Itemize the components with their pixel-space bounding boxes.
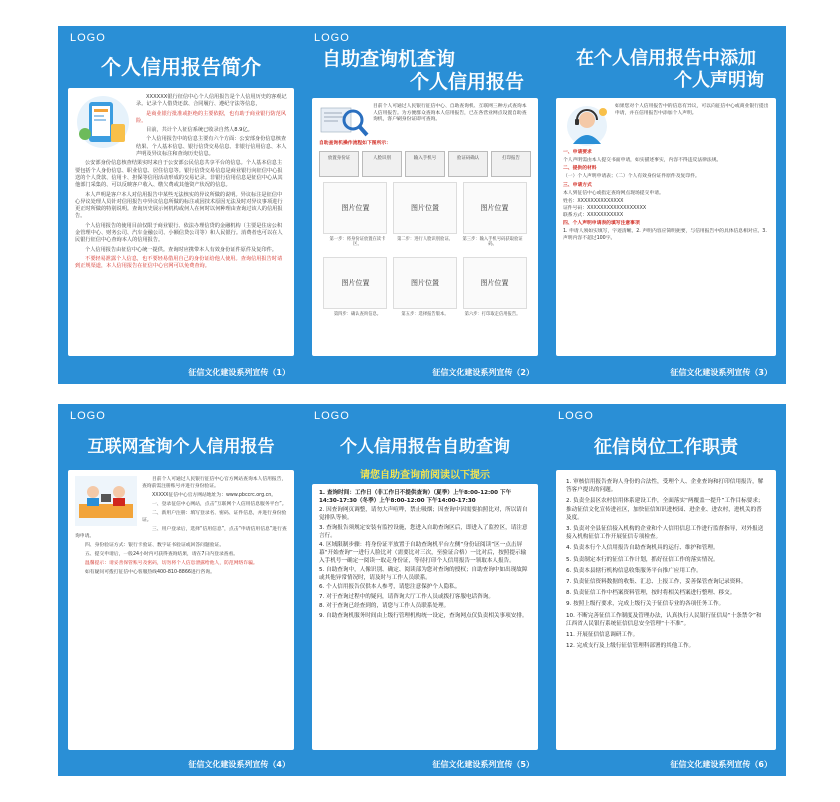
logo: LOGO [558, 410, 594, 422]
poster-footer: 征信文化建设系列宣传（3） [670, 368, 772, 377]
logo: LOGO [314, 32, 350, 44]
paragraph: 公安部身份信息核查结果实时来自于公安部公民信息共享平台的信息。个人基本信息主要包括个人身份信息、职业信息、居住信息等。银行信贷交易信息是商业银行向征信中心报送的个人贷款、信用卡、担保等信用活动形成的交易记录。非银行信用信息是征信中心从其他部门采集的、可以反映客户收入、缴欠费或其他资产状况的信息。 [75, 160, 283, 189]
duty-item: 9. 按照上级行要求，完成上级行关于征信专业的各项任务工作。 [566, 601, 725, 608]
poster-title: 个人信用报告自助查询 [340, 437, 510, 457]
magnifier-illustration-icon [319, 104, 369, 138]
content-card [556, 98, 776, 356]
title-line-2: 个人信用报告 [409, 71, 524, 93]
poster-credit-report-intro [58, 26, 304, 384]
paragraph: 目前个人可通过人民银行征信中心官方网站查询本人信用报告，查询前需注册账号并进行身份验证。 [142, 477, 287, 489]
step-note: 第二步：进行人脸识别验证。 [397, 236, 453, 242]
paragraph-highlight: 不要轻易泄露个人信息，也不要轻易借用自己的身份证给他人使用。查询信用报告时请到正规渠道，本人信用报告在征信中心官网可以免费查询。 [75, 255, 283, 270]
flow-title: 自助查询机操作流程如下图所示： [319, 141, 391, 146]
poster-title: 互联网查询个人信用报告 [87, 437, 275, 457]
duty-item: 2. 负责全县区农村信用体系建设工作，全面落实“两覆盖一提升”工作目标要求；推动征信文化宣传进社区，加快征信知识进校园、进企业、进农村，进机关的普及度。 [566, 498, 764, 521]
poster-job-duties [546, 404, 786, 776]
title-line-2: 个人声明询 [674, 70, 764, 91]
poster-subtitle: 请您自助查询前阅读以下提示 [360, 470, 490, 481]
duty-item: 4. 负责本行个人信用报告自助查询机具的运行、维护和管理。 [566, 545, 719, 552]
poster-footer: 征信文化建设系列宣传（6） [670, 760, 772, 769]
duty-item: 12. 完成支行及上级行征信管理科部署的其他工作。 [566, 643, 695, 650]
image-placeholder: 图片位置 [393, 257, 457, 309]
tip-item: 4. 区域限制步骤：将身份证平放置于自助查询机平台左侧“身份证阅读”区一点击屏幕“开始查询”一进行人脸比对（需要比对三次，至验证合格）一比对后，按照提示输入手机号一确定一阅读一取走身份证，等待打印个人信用报告一领取本人报告。 [319, 541, 527, 564]
paragraph: 四、身份验证方式：银行卡验证、数字证书验证或回答问题验证。 [85, 543, 225, 548]
intro-text: 如果您对个人信用报告中的信息有异议，可以向征信中心或商业银行提出申请，并在信用报告中添加个人声明。 [615, 104, 769, 116]
image-grid-row-2 [319, 255, 531, 311]
logo: LOGO [314, 410, 350, 422]
section-text: 个人声明需由本人提交书面申请，如实描述事实，内容不得违反法律法规。 [563, 157, 722, 163]
duty-item: 11. 开展征信信息调研工作。 [566, 632, 639, 639]
notes-row-1 [319, 236, 531, 249]
image-placeholder: 图片位置 [323, 182, 387, 234]
poster-title: 个人信用报告简介 [101, 55, 261, 79]
content-card [68, 470, 294, 750]
title-line-1: 自助查询机查询 [322, 48, 456, 70]
poster-self-service-query [302, 26, 548, 384]
section-heading: 四、个人声明申请表的填写注意事项 [563, 221, 640, 227]
tip-item: 6. 个人信用报告仅供本人参考，请您注意保护个人隐私。 [319, 584, 461, 591]
section-heading: 二、提供的材料 [563, 166, 597, 172]
paragraph: 五、提交申请后，一般24小时内可获得查询结果，请在7日内登录查看。 [85, 552, 239, 557]
tip-item: 2. 因查询网页调整，请勿大声喧哗，禁止吸烟；因查询中因需要拍照比对，所以请自觉排队等候。 [319, 507, 528, 522]
duty-item: 5. 负责制定本行的征信工作计划，抓好征信工作的落实情况。 [566, 556, 719, 563]
step-note: 第四步：确认查询信息。 [333, 311, 382, 317]
duty-item: 3. 负责对全县征信接入机构的企业和个人信用信息工作进行监督指导，对外报送接入机构征信工作开展征信专项检查。 [566, 526, 764, 541]
paragraph: 目前，共计个人征信系统已收录自然人8.9亿。 [146, 127, 253, 134]
paragraph-highlight: 是商业银行批准或拒绝的主要依据，也有助于商业银行防范风险。 [136, 110, 287, 124]
headset-agent-illustration-icon [563, 104, 611, 148]
poster-internet-query [58, 404, 304, 776]
paragraph: 如有疑问可拨打征信中心客服热线400-810-8866进行咨询。 [85, 570, 215, 575]
duty-item: 8. 负责征信工作中档案资料管理，按时将相关档案进行整理、移交。 [566, 590, 736, 597]
form-field: 联系方式：XXXXXXXXXXX [563, 212, 624, 218]
flow-steps [319, 151, 531, 177]
section-text: 1. 申请人须如实填写，字迹清晰。2. 声明内容应简明扼要，与信用报告中的具体信息相对应。3. 声明内容不超过100字。 [563, 229, 767, 241]
step-note: 第一步：将身份证放置在读卡区。 [329, 236, 386, 248]
section-heading: 三、申请方式 [563, 182, 592, 188]
content-card [312, 484, 538, 750]
notes-row-2 [319, 311, 531, 319]
step-note: 第六步：打印取走信用报告。 [464, 311, 521, 317]
tip-item: 5. 自助查询中，人像识别、确定、阅读部为您对查询的授权；自助查询中如出现故障或其他异常情况时，请及时与工作人员联系。 [319, 567, 528, 582]
poster-footer: 征信文化建设系列宣传（4） [188, 760, 290, 769]
tip-item: 1. 查询时间：工作日（非工作日不提供查询）（夏季）上午8:00-12:00 下午14:30-17:30（冬季）上午8:00-12:00 下午14:00-17:30 [319, 490, 512, 504]
paragraph: XXXXX征信中心官方网站地址为：www.pbccrc.org.cn。 [152, 493, 277, 498]
image-grid-row-1 [319, 180, 531, 236]
duty-item: 10. 不断完善征信工作制度及管理办法，认真执行人民银行征信局“十条禁令”和江西省人民银行系统征信信息安全管理“十不准”。 [566, 612, 762, 627]
paragraph: XXXXXX银行征信中心个人信用报告是个人信用历史的客观记录。记录个人借贷还款、合同履行、遵纪守法等信息， [136, 94, 287, 108]
poster-title [556, 48, 776, 92]
poster-footer: 征信文化建设系列宣传（1） [188, 368, 290, 377]
flow-step: 输入手机号 [405, 151, 445, 177]
image-placeholder: 图片位置 [393, 182, 457, 234]
duty-item: 7. 负责征信资料数据的收集、汇总、上报工作，妥善保管查询记录资料。 [566, 579, 747, 586]
content-card [68, 88, 294, 356]
intro-text: 目前个人可通过人民银行征信中心、自助查询机、互联网三种方式查询本人信用报告。为方便群众查询本人信用报告，已在各营业网点设置自助查询机，客户刷身份证即可查询。 [373, 104, 527, 123]
phone-illustration-icon [75, 94, 131, 150]
poster-self-query-tips [302, 404, 548, 776]
office-counter-illustration-icon [75, 476, 137, 526]
title-line-1: 在个人信用报告中添加 [576, 48, 756, 69]
flow-step: 验证码确认 [448, 151, 488, 177]
section-text: （一）个人声明申请表；（二）个人有效身份证件原件及复印件。 [563, 174, 700, 180]
paragraph: 二、新用户注册：填写登录名、密码、证件信息，并进行身份验证。 [142, 511, 287, 523]
form-field: 证件号码：XXXXXXXXXXXXXXXXXX [563, 205, 647, 211]
poster-title [312, 48, 538, 94]
step-note: 第三步：输入手机号码获取验证码。 [462, 236, 523, 248]
content-card [312, 98, 538, 356]
image-placeholder: 图片位置 [323, 257, 387, 309]
paragraph: 个人信用报告中的信息主要有六个方面：公安部身份信息核查结果、个人基本信息、银行信贷交易信息、非银行信用信息、本人声明及异议标注和查询历史信息。 [136, 136, 287, 158]
flow-step: 打印报告 [491, 151, 531, 177]
paragraph-highlight: 温馨提示：请妥善保管账号及密码，切勿将个人信息泄露给他人，防范网络诈骗。 [85, 561, 258, 566]
tip-item: 3. 查询报告须规定安装有监控设施，您进入自助查询区后，即进入了监控区，请注意言行。 [319, 524, 528, 539]
tip-item: 8. 对于查询已经查到的，请您与工作人员联系处理。 [319, 603, 450, 610]
logo: LOGO [70, 32, 106, 44]
paragraph: 个人信用报告由征信中心统一提供。查询时应携带本人有效身份证件原件及复印件。 [85, 246, 277, 253]
poster-footer: 征信文化建设系列宣传（5） [432, 760, 534, 769]
paragraph: 本人声明是客户本人对信用报告中某些无法核实的异议所做的说明。异议标注是征信中心异议处理人员针对信用报告中异议信息所做的标注或因技术原因无法及时对异议事项进行更正时所做的特别说明。查询历史展示何机构或何人在何时以何种理由查询过该人的信用报告。 [75, 191, 283, 220]
logo: LOGO [70, 410, 106, 422]
tip-item: 7. 对于查询过程中的疑问，请咨询大厅工作人员或拨打客服电话咨询。 [319, 593, 494, 600]
poster-personal-statement [546, 26, 786, 384]
flow-step: 人脸识别 [362, 151, 402, 177]
form-field: 姓名：XXXXXXXXXXXXXX [563, 199, 624, 205]
image-placeholder: 图片位置 [463, 257, 527, 309]
flow-step: 放置身份证 [319, 151, 359, 177]
paragraph: 个人信用报告的使用目前仅限于商业银行、依法办理信贷的金融机构（主要是住房公积金管理中心、财务公司、汽车金融公司、小额信贷公司等）和人民银行。消费者也可以在人民银行征信中心查询本人的信用报告。 [75, 222, 283, 244]
step-note: 第五步：选择报告版本。 [401, 311, 449, 317]
image-placeholder: 图片位置 [463, 182, 527, 234]
poster-footer: 征信文化建设系列宣传（2） [432, 368, 534, 377]
section-heading: 一、申请要求 [563, 150, 592, 155]
content-card [556, 470, 776, 750]
section-text: 本人到征信中心或指定查询网点现场提交申请。 [563, 190, 664, 196]
paragraph: 一、登录征信中心网站，点击“互联网个人信用信息服务平台”。 [152, 502, 287, 507]
tip-item: 9. 自助查询机服务时间由上级行管理机构统一设定，查询网点仅负责相关事项安排。 [319, 612, 528, 619]
duty-item: 6. 负责本县辖行机构信息收集服务平台推广应用工作。 [566, 567, 702, 574]
paragraph: 三、用户登录后，选择“信用信息”，点击“申请信用信息”进行查询申请。 [75, 527, 287, 539]
duty-item: 1. 审核信用报告查询人身份的合法性，受理个人、企业查询和打印信用报告，解答客户提出的问题。 [566, 479, 764, 494]
poster-title: 征信岗位工作职责 [594, 437, 738, 458]
